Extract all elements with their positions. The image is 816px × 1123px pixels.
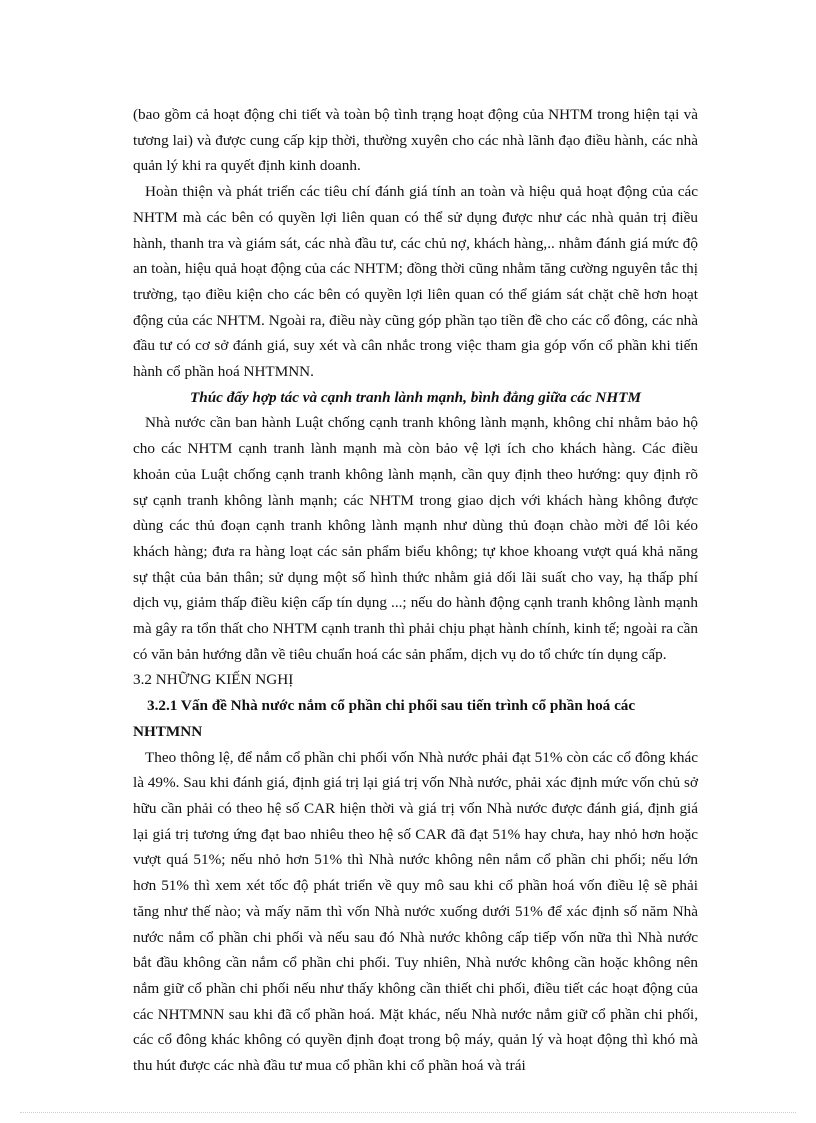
paragraph-evaluation-criteria: Hoàn thiện và phát triển các tiêu chí đánh giá tính an toàn và hiệu quả hoạt động của các NHTM mà các bên có quyền lợi liên quan có thể sử dụng được như các nhà quản trị điều hành, thanh tra và giám sát, các nhà đầu tư, các chủ nợ, khách hàng,.. nhằm đánh giá mức độ an toàn, hiệu quả hoạt động của các NHTM; đồng thời cũng nhằm tăng cường nguyên tắc thị trường, tạo điều kiện cho các bên có quyền lợi liên quan có thể giám sát chặt chẽ hơn hoạt động của các NHTM. Ngoài ra, điều này cũng góp phần tạo tiền đề cho các cổ đông, các nhà đầu tư có cơ sở đánh giá, suy xét và cân nhắc trong việc tham gia góp vốn cổ phần khi tiến hành cổ phần hoá NHTMNN. (133, 183, 698, 381)
page-bottom-divider (20, 1112, 796, 1113)
section-heading-recommendations: 3.2 NHỮNG KIẾN NGHỊ (133, 671, 294, 689)
paragraph-unfair-competition-law: Nhà nước cần ban hành Luật chống cạnh tranh không lành mạnh, không chỉ nhằm bảo hộ cho các NHTM cạnh tranh lành mạnh mà còn bảo vệ lợi ích cho khách hàng. Các điều khoản của Luật chống cạnh tranh không lành mạnh, cần quy định theo hướng: quy định rõ sự cạnh tranh không lành mạnh; các NHTM trong giao dịch với khách hàng không được dùng các thủ đoạn cạnh tranh không lành mạnh như dùng thủ đoạn chào mời để lôi kéo khách hàng; đưa ra hàng loạt các sản phẩm biểu không; tự khoe khoang vượt quá khả năng sự thật của bản thân; sử dụng một số hình thức nhằm giả dối lãi suất cho vay, hạ thấp phí dịch vụ, giảm thấp điều kiện cấp tín dụng ...; nếu do hành động cạnh tranh không lành mạnh mà gây ra tổn thất cho NHTM cạnh tranh thì phải chịu phạt hành chính, kinh tế; ngoài ra cần có văn bản hướng dẫn về tiêu chuẩn hoá các sản phẩm, dịch vụ do tổ chức tín dụng cấp. (133, 414, 698, 663)
heading-fair-competition: Thúc đẩy hợp tác và cạnh tranh lành mạnh, bình đẳng giữa các NHTM (189, 388, 641, 406)
document-page (133, 102, 698, 1079)
subsection-heading-controlling-shares: 3.2.1 Vấn đề Nhà nước nắm cổ phần chi phối sau tiến trình cổ phần hoá các NHTMNN (133, 697, 636, 740)
paragraph-info-provision: (bao gồm cả hoạt động chi tiết và toàn bộ tình trạng hoạt động của NHTM trong hiện tại và tương lai) và được cung cấp kịp thời, thường xuyên cho các nhà lãnh đạo điều hành, các nhà quản lý khi ra quyết định kinh doanh. (133, 106, 698, 175)
paragraph-controlling-shares: Theo thông lệ, để nắm cổ phần chi phối vốn Nhà nước phải đạt 51% còn các cổ đông khác là 49%. Sau khi đánh giá, định giá trị lại giá trị vốn Nhà nước, phải xác định mức vốn chủ sở hữu cần phải có theo hệ số CAR hiện thời và giá trị vốn Nhà nước được đánh giá, định giá lại giá trị tương ứng đạt bao nhiêu theo hệ số CAR đã đạt 51% hay chưa, hay nhỏ hơn hoặc vượt quá 51%; nếu nhỏ hơn 51% thì Nhà nước không nên nắm cổ phần chi phối; nếu lớn hơn 51% thì xem xét tốc độ phát triển về quy mô sau khi cổ phần hoá vốn điều lệ sẽ phải tăng như thế nào; và mấy năm thì vốn Nhà nước xuống dưới 51% để xác định số năm Nhà nước nắm cổ phần chi phối và nếu sau đó Nhà nước không cấp tiếp vốn nữa thì Nhà nước bắt đầu không cần nắm cổ phần chi phối. Tuy nhiên, Nhà nước không cần hoặc không nên nắm giữ cổ phần chi phối nếu như thấy không cần thiết chi phối, điều tiết các hoạt động của các NHTMNN sau khi đã cổ phần hoá. Mặt khác, nếu Nhà nước nắm giữ cổ phần chi phối, các cổ đông khác không có quyền định đoạt trong bộ máy, quản lý và hoạt động thì khó mà thu hút được các nhà đầu tư mua cổ phần khi cổ phần hoá và trái (133, 748, 698, 1075)
